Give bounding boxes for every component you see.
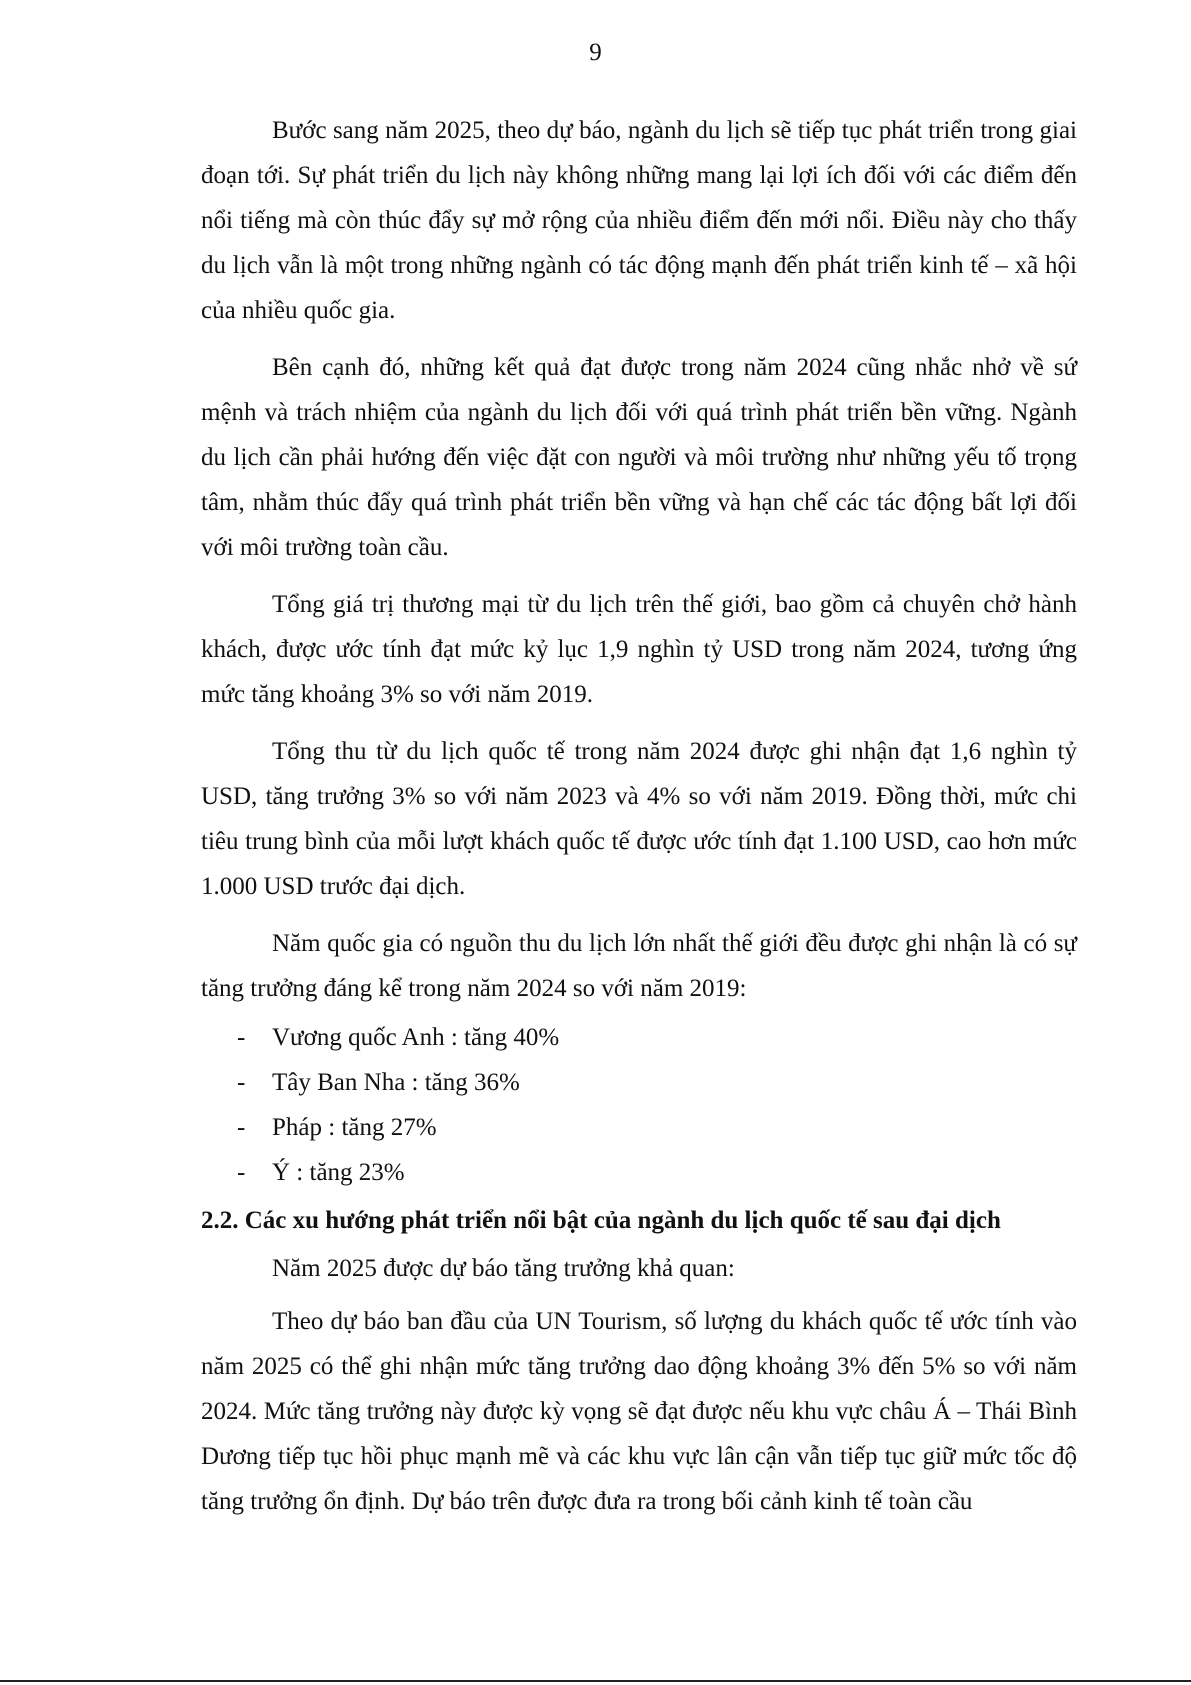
paragraph-tourism-revenue: Tổng thu từ du lịch quốc tế trong năm 2024 được ghi nhận đạt 1,6 nghìn tỷ USD, tăng trưởng 3% so với năm 2023 và 4% so với năm 2019. Đồng thời, mức chi tiêu trung bình của mỗi lượt khách quốc tế được ước tính đạt 1.100 USD, cao hơn mức 1.000 USD trước đại dịch. xyxy=(201,738,1077,900)
list-item xyxy=(201,1150,1077,1195)
bullet-dash: - xyxy=(237,1069,246,1096)
page-number: 9 xyxy=(589,39,602,66)
paragraph-forecast-2025: Bước sang năm 2025, theo dự báo, ngành du lịch sẽ tiếp tục phát triển trong giai đoạn tới. Sự phát triển du lịch này không những mang lại lợi ích đối với các điểm đến nổi tiếng mà còn thúc đẩy sự mở rộng của nhiều điểm đến mới nổi. Điều này cho thấy du lịch vẫn là một trong những ngành có tác động mạnh đến phát triển kinh tế – xã hội của nhiều quốc gia. xyxy=(201,117,1077,324)
list-item-text: Vương quốc Anh : tăng 40% xyxy=(272,1024,560,1051)
bullet-dash: - xyxy=(237,1024,246,1051)
paragraph-top-countries-intro: Năm quốc gia có nguồn thu du lịch lớn nhất thế giới đều được ghi nhận là có sự tăng trưởng đáng kể trong năm 2024 so với năm 2019: xyxy=(201,930,1077,1002)
list-item-text: Pháp : tăng 27% xyxy=(272,1114,437,1141)
country-growth-list xyxy=(201,1015,1077,1195)
section-heading: 2.2. Các xu hướng phát triển nổi bật của ngành du lịch quốc tế sau đại dịch xyxy=(201,1207,1001,1234)
list-item xyxy=(201,1060,1077,1105)
page-bottom-rule xyxy=(0,1680,1191,1682)
list-item xyxy=(201,1105,1077,1150)
section-lead: Năm 2025 được dự báo tăng trưởng khả quan: xyxy=(272,1255,735,1282)
bullet-dash: - xyxy=(237,1159,246,1186)
list-item-text: Ý : tăng 23% xyxy=(272,1159,405,1186)
paragraph-un-tourism-forecast: Theo dự báo ban đầu của UN Tourism, số lượng du khách quốc tế ước tính vào năm 2025 có thể ghi nhận mức tăng trưởng dao động khoảng 3% đến 5% so với năm 2024. Mức tăng trưởng này được kỳ vọng sẽ đạt được nếu khu vực châu Á – Thái Bình Dương tiếp tục hồi phục mạnh mẽ và các khu vực lân cận vẫn tiếp tục giữ mức tốc độ tăng trưởng ổn định. Dự báo trên được đưa ra trong bối cảnh kinh tế toàn cầu xyxy=(201,1308,1077,1515)
paragraph-trade-value: Tổng giá trị thương mại từ du lịch trên thế giới, bao gồm cả chuyên chở hành khách, được ước tính đạt mức kỷ lục 1,9 nghìn tỷ USD trong năm 2024, tương ứng mức tăng khoảng 3% so với năm 2019. xyxy=(201,591,1077,708)
list-item-text: Tây Ban Nha : tăng 36% xyxy=(272,1069,520,1096)
list-item xyxy=(201,1015,1077,1060)
bullet-dash: - xyxy=(237,1114,246,1141)
document-body xyxy=(201,108,1077,1536)
paragraph-sustainability: Bên cạnh đó, những kết quả đạt được trong năm 2024 cũng nhắc nhở về sứ mệnh và trách nhiệm của ngành du lịch đối với quá trình phát triển bền vững. Ngành du lịch cần phải hướng đến việc đặt con người và môi trường như những yếu tố trọng tâm, nhằm thúc đẩy quá trình phát triển bền vững và hạn chế các tác động bất lợi đối với môi trường toàn cầu. xyxy=(201,354,1077,561)
